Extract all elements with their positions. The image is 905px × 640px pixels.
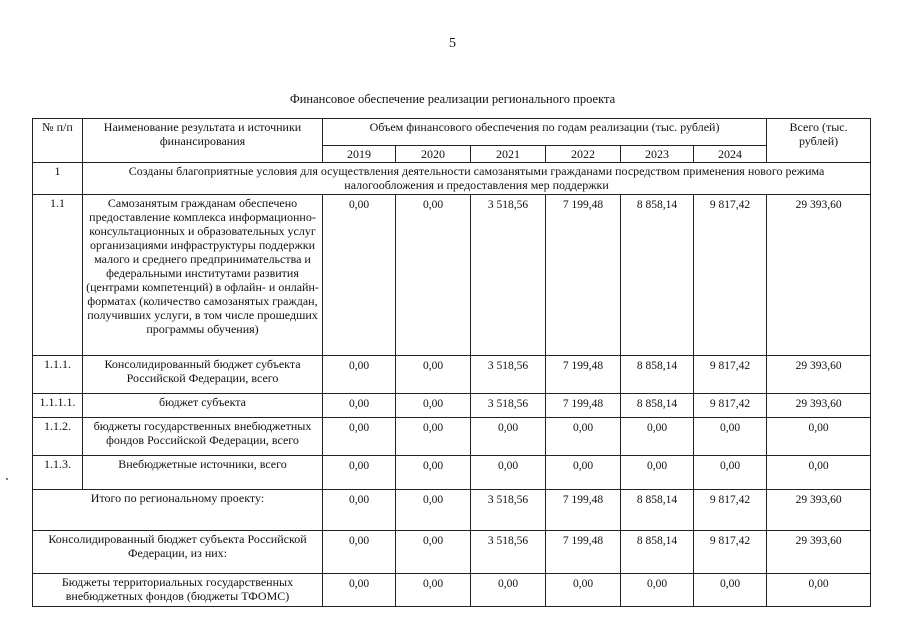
scan-speck	[6, 478, 8, 480]
summary-total: 0,00	[767, 574, 871, 607]
row-value: 3 518,56	[471, 356, 546, 394]
table-row	[33, 195, 871, 356]
financing-table	[32, 118, 871, 607]
row-value: 0,00	[323, 418, 396, 456]
row-name: бюджеты государственных внебюджетных фондов Российской Федерации, всего	[83, 418, 323, 456]
row-value: 0,00	[621, 418, 694, 456]
header-num: № п/п	[33, 119, 83, 163]
row-value: 0,00	[396, 356, 471, 394]
row-total: 29 393,60	[767, 394, 871, 418]
summary-value: 0,00	[396, 574, 471, 607]
summary-value: 0,00	[396, 490, 471, 531]
summary-value: 7 199,48	[546, 531, 621, 574]
summary-value: 0,00	[621, 574, 694, 607]
summary-value: 7 199,48	[546, 490, 621, 531]
row-value: 0,00	[323, 394, 396, 418]
table-row	[33, 418, 871, 456]
summary-value: 9 817,42	[694, 531, 767, 574]
row-value: 3 518,56	[471, 195, 546, 356]
summary-row	[33, 574, 871, 607]
row-num: 1.1.3.	[33, 456, 83, 490]
row-value: 9 817,42	[694, 195, 767, 356]
summary-value: 0,00	[546, 574, 621, 607]
table-row	[33, 456, 871, 490]
table-row	[33, 394, 871, 418]
row-value: 0,00	[694, 456, 767, 490]
row-name: бюджет субъекта	[83, 394, 323, 418]
summary-value: 3 518,56	[471, 531, 546, 574]
section-row	[33, 163, 871, 195]
summary-value: 9 817,42	[694, 490, 767, 531]
row-total: 29 393,60	[767, 195, 871, 356]
row-value: 0,00	[323, 456, 396, 490]
summary-value: 0,00	[323, 574, 396, 607]
row-value: 8 858,14	[621, 356, 694, 394]
row-value: 0,00	[396, 394, 471, 418]
summary-value: 0,00	[694, 574, 767, 607]
row-value: 9 817,42	[694, 394, 767, 418]
header-name: Наименование результата и источники финансирования	[83, 119, 323, 163]
row-value: 0,00	[396, 195, 471, 356]
row-value: 0,00	[471, 418, 546, 456]
row-num: 1.1.1.1.	[33, 394, 83, 418]
row-total: 0,00	[767, 418, 871, 456]
row-value: 7 199,48	[546, 195, 621, 356]
row-value: 0,00	[396, 418, 471, 456]
row-num: 1.1.1.	[33, 356, 83, 394]
row-value: 0,00	[546, 418, 621, 456]
row-total: 29 393,60	[767, 356, 871, 394]
row-value: 3 518,56	[471, 394, 546, 418]
summary-row	[33, 490, 871, 531]
section-num: 1	[33, 163, 83, 195]
page-number: 5	[449, 36, 456, 51]
row-value: 7 199,48	[546, 356, 621, 394]
summary-name: Консолидированный бюджет субъекта Российской Федерации, из них:	[33, 531, 323, 574]
row-value: 0,00	[546, 456, 621, 490]
row-value: 0,00	[694, 418, 767, 456]
row-value: 7 199,48	[546, 394, 621, 418]
summary-value: 8 858,14	[621, 531, 694, 574]
header-volume: Объем финансового обеспечения по годам реализации (тыс. рублей)	[323, 119, 767, 146]
header-year: 2024	[694, 146, 767, 163]
summary-row	[33, 531, 871, 574]
summary-value: 0,00	[396, 531, 471, 574]
row-value: 0,00	[396, 456, 471, 490]
header-total: Всего (тыс. рублей)	[767, 119, 871, 163]
summary-name: Бюджеты территориальных государственных внебюджетных фондов (бюджеты ТФОМС)	[33, 574, 323, 607]
row-value: 8 858,14	[621, 195, 694, 356]
summary-value: 3 518,56	[471, 490, 546, 531]
header-year: 2023	[621, 146, 694, 163]
table-row	[33, 356, 871, 394]
row-value: 0,00	[621, 456, 694, 490]
document-title: Финансовое обеспечение реализации регионального проекта	[289, 92, 616, 106]
header-year: 2022	[546, 146, 621, 163]
header-row	[33, 119, 871, 146]
section-text: Созданы благоприятные условия для осуществления деятельности самозанятыми гражданами посредством применения нового режима налогообложения и предоставления мер поддержки	[83, 163, 871, 195]
row-num: 1.1	[33, 195, 83, 356]
summary-value: 8 858,14	[621, 490, 694, 531]
row-value: 9 817,42	[694, 356, 767, 394]
row-value: 0,00	[323, 195, 396, 356]
summary-name: Итого по региональному проекту:	[33, 490, 323, 531]
row-name: Самозанятым гражданам обеспечено предоставление комплекса информационно-консультационных и образовательных услуг организациями инфраструктуры поддержки малого и среднего предпринимательства и федеральными институтами развития (центрами компетенций) в офлайн- и онлайн-форматах (количество самозанятых граждан, получивших услуги, в том числе прошедших программы обучения)	[83, 195, 323, 356]
row-name: Консолидированный бюджет субъекта Российской Федерации, всего	[83, 356, 323, 394]
row-value: 0,00	[471, 456, 546, 490]
summary-value: 0,00	[323, 490, 396, 531]
row-value: 8 858,14	[621, 394, 694, 418]
row-total: 0,00	[767, 456, 871, 490]
row-value: 0,00	[323, 356, 396, 394]
row-num: 1.1.2.	[33, 418, 83, 456]
summary-total: 29 393,60	[767, 490, 871, 531]
header-year: 2019	[323, 146, 396, 163]
summary-total: 29 393,60	[767, 531, 871, 574]
summary-value: 0,00	[323, 531, 396, 574]
header-year: 2020	[396, 146, 471, 163]
row-name: Внебюджетные источники, всего	[83, 456, 323, 490]
header-year: 2021	[471, 146, 546, 163]
summary-value: 0,00	[471, 574, 546, 607]
